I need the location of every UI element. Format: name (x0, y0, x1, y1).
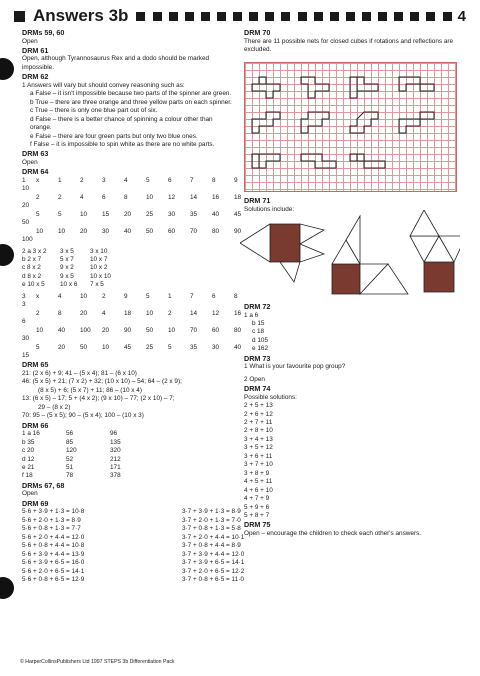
table-cell: 20 (102, 326, 110, 334)
sum-cell: 5·6 + 0·8 + 1·3 = 7·7 (22, 525, 81, 533)
table-cell: 5 (58, 210, 62, 218)
equation-line: 21: (2 x 6) + 9; 41 – (5 x 4); 81 – (6 x 10) (22, 369, 137, 377)
list-item: 4 + 6 + 10 (244, 486, 273, 494)
table-cell: 25 (146, 210, 154, 218)
table-cell: 20 (80, 227, 88, 235)
drm66-table (22, 430, 234, 481)
section-heading: DRM 62 (22, 72, 49, 82)
table-row (22, 176, 238, 194)
table-cell: 5 (36, 343, 40, 351)
table-cell: 6 (212, 292, 216, 300)
table-row (22, 472, 234, 480)
sum-row (22, 508, 241, 516)
table-cell: 6 (102, 193, 106, 201)
table-cell: 378 (110, 472, 121, 480)
table-cell: 2 (58, 193, 62, 201)
table-cell: 15 (22, 352, 30, 359)
table-cell: 40 (212, 210, 220, 218)
times-table-3 (22, 292, 242, 361)
table-cell: 30 (168, 210, 176, 218)
section-text: Open, although Tyrannosaurus Rex and a dodo should be marked impossible. (22, 55, 210, 71)
table-cell: 10 (80, 210, 88, 218)
table-cell: 4 (58, 292, 62, 300)
table-cell: c 8 x 2 (22, 264, 41, 272)
table-cell: f 18 (22, 472, 33, 480)
list-item: 3 + 7 + 10 (244, 461, 273, 469)
table-cell: 85 (66, 438, 74, 446)
table-cell: 40 (58, 326, 66, 334)
section-heading: DRM 70 (244, 28, 271, 37)
sum-row (22, 575, 244, 584)
sum-cell: 3·7 + 2·0 + 1·3 = 7·0 (182, 516, 241, 524)
table-cell: 2 (80, 176, 84, 184)
table-cell: 50 (146, 227, 154, 235)
table-cell: 45 (234, 210, 242, 218)
table-row (22, 309, 242, 327)
table-cell: 4 (80, 193, 84, 201)
table-cell: 9 x 5 (60, 272, 74, 280)
sum-row (22, 525, 241, 533)
table-cell: 50 (80, 343, 88, 351)
table-cell: 8 (58, 309, 62, 317)
sum-row (22, 559, 245, 567)
page-header (14, 6, 466, 26)
table-cell: e 10 x 5 (22, 281, 45, 289)
table-cell: 5 (146, 176, 150, 184)
sum-cell: 5·6 + 3·9 + 6·5 = 16·0 (22, 559, 85, 567)
table-row (22, 193, 242, 211)
table-cell: 15 (102, 210, 110, 218)
list-item: e False – there are four green parts but only two blue ones. (30, 132, 198, 140)
table-cell: 10 (22, 185, 30, 193)
list-item: c True – there is only one blue part out of six. (30, 107, 158, 115)
list-item: 2 + 8 + 10 (244, 427, 273, 435)
table-cell: 80 (234, 326, 242, 334)
table-cell: 171 (110, 463, 121, 471)
list-item: b True – there are three orange and three yellow parts on each spinner. (30, 98, 232, 106)
sum-cell: 5·6 + 2·0 + 1·3 = 8·9 (22, 516, 81, 524)
table-cell: 9 x 2 (60, 264, 74, 272)
table-cell (22, 310, 36, 318)
times-table-1 (22, 176, 242, 245)
section-text: Open (22, 37, 38, 45)
table-cell: 96 (110, 430, 118, 438)
footer-copyright: © HarperCollinsPublishers Ltd 1997 STEPS 3b Differentiation Pack (20, 659, 175, 665)
list-item: 3 + 4 + 13 (244, 435, 273, 443)
table-cell: 30 (102, 227, 110, 235)
table-cell (22, 194, 36, 202)
table-row (22, 439, 234, 447)
table-cell (22, 327, 36, 335)
right-column (244, 28, 458, 54)
table-cell: 10 (102, 343, 110, 351)
table-cell: 5 (146, 292, 150, 300)
section-heading: DRM 72 (244, 302, 271, 311)
table-row (22, 227, 242, 245)
punch-hole (0, 577, 14, 599)
tetrahedron-nets (240, 210, 460, 300)
section-heading: DRM 69 (22, 498, 49, 508)
table-cell: 2 (36, 193, 40, 201)
sum-cell: 3·7 + 0·8 + 1·3 = 5·8 (182, 525, 241, 533)
table-cell: 2 (102, 292, 106, 300)
sum-cell: 3·7 + 3·9 + 6·5 = 14·1 (182, 559, 245, 567)
list-item: c 18 (252, 328, 265, 336)
equation-line: 70: 95 – (5 x 5); 90 – (5 x 4); 100 – (10 x 3) (22, 412, 144, 420)
section-text: 1 Answers will vary but should convey reasoning such as: (22, 81, 185, 89)
list-item: f False – it is impossible to spin white as there are no white parts. (30, 141, 215, 149)
table-cell: 8 (212, 176, 216, 184)
section-text: There are 11 possible nets for closed cubes if rotations and reflections are excluded. (244, 37, 454, 53)
table-cell: 10 (36, 227, 44, 235)
table-cell: 2 a 3 x 2 (22, 247, 47, 255)
page-title: Answers 3b (33, 6, 129, 25)
header-decoration-bar (136, 12, 451, 21)
table-cell: 52 (66, 455, 74, 463)
section-heading: DRM 74 (244, 384, 271, 394)
table-cell: 100 (80, 326, 91, 334)
table-cell: 30 (22, 335, 30, 343)
table-cell: 10 (146, 309, 154, 317)
table-row (22, 256, 234, 264)
punch-hole (0, 58, 14, 80)
table-row (22, 210, 242, 228)
times-table-2 (22, 248, 234, 290)
sum-cell: 5·6 + 0·8 + 6·5 = 12·9 (22, 575, 85, 583)
table-cell: 5 x 7 (60, 256, 74, 264)
table-cell: b 35 (22, 438, 35, 446)
table-cell: 10 x 10 (90, 272, 111, 280)
sum-row (22, 542, 241, 550)
table-cell: 3 (102, 176, 106, 184)
table-cell: 1 (58, 176, 62, 184)
table-cell: 4 (124, 176, 128, 184)
sum-row (22, 533, 245, 542)
sum-cell: 3·7 + 2·0 + 6·5 = 12·2 (182, 567, 245, 575)
table-cell: 18 (234, 193, 242, 201)
table-cell: x (36, 292, 40, 300)
list-item: d 105 (252, 336, 268, 344)
section-text: Open (22, 490, 38, 498)
table-cell: 14 (190, 193, 198, 201)
table-cell: 40 (124, 227, 132, 235)
table-cell: 3 (22, 301, 26, 309)
list-item: 2 Open (244, 375, 265, 383)
sum-cell: 3·7 + 2·0 + 4·4 = 10·1 (182, 533, 245, 541)
list-item: 1 a 6 (244, 311, 259, 319)
list-item: a False – it isn't impossible because two parts of the spinner are green. (30, 90, 232, 98)
table-cell: 40 (234, 343, 242, 351)
sum-cell: 3·7 + 3·9 + 4·4 = 12·0 (182, 550, 245, 558)
table-cell: 5 (36, 210, 40, 218)
section-heading: DRMs 67, 68 (22, 480, 65, 490)
table-cell (22, 228, 36, 236)
sum-cell: 3·7 + 0·8 + 4·4 = 8·9 (182, 542, 241, 550)
table-cell: 80 (212, 227, 220, 235)
table-cell: 10 x 2 (90, 264, 108, 272)
table-cell: 320 (110, 447, 121, 455)
equation-line: 13: (6 x 5) – 17; 5 + (4 x 2); (9 x 10) – 77; (2 x 10) – 7; (22, 395, 175, 403)
sum-cell: 3·7 + 3·9 + 1·3 = 8·9 (182, 508, 241, 516)
sum-row (22, 567, 245, 576)
section-heading: DRMs 59, 60 (22, 28, 65, 37)
table-cell: 90 (124, 326, 132, 334)
table-row (22, 248, 234, 256)
table-row (22, 264, 234, 272)
table-cell: 12 (168, 193, 176, 201)
table-cell: 70 (190, 326, 198, 334)
table-cell: 45 (124, 343, 132, 351)
table-row (22, 456, 234, 464)
equation-line: (8 x 5) + 6; (5 x 7) + 11; 86 – (10 x 4) (38, 386, 142, 394)
table-cell: 100 (22, 236, 33, 244)
table-cell: 20 (124, 210, 132, 218)
table-cell (22, 211, 36, 219)
sum-row (22, 550, 245, 559)
table-cell: 135 (110, 438, 121, 446)
table-cell: 3 x 10 (90, 247, 108, 255)
left-column (22, 28, 245, 584)
section-text: Possible solutions: (244, 393, 297, 401)
table-row (22, 430, 234, 438)
table-cell: 16 (234, 309, 242, 317)
drm74-list (244, 402, 458, 520)
sum-row (22, 516, 241, 525)
list-item: 2 + 6 + 12 (244, 410, 273, 418)
table-cell: 20 (58, 343, 66, 351)
section-heading: DRM 73 (244, 353, 271, 363)
list-item: 4 + 7 + 9 (244, 495, 270, 503)
table-cell: d 8 x 2 (22, 272, 42, 280)
table-cell: 120 (66, 447, 77, 455)
table-cell: 10 (146, 193, 154, 201)
table-cell: 51 (66, 463, 74, 471)
section-text: Open (22, 158, 38, 166)
table-cell: b 2 x 7 (22, 256, 42, 264)
list-item: 4 + 5 + 11 (244, 478, 273, 486)
table-cell: 6 (168, 176, 172, 184)
list-item: 2 + 7 + 11 (244, 419, 273, 427)
punch-hole (0, 244, 14, 266)
sum-cell: 5·6 + 2·0 + 4·4 = 12·0 (22, 533, 85, 541)
table-cell: 30 (212, 343, 220, 351)
sum-cell: 3·7 + 0·8 + 6·5 = 11·0 (182, 575, 244, 583)
section-text: Solutions include: (244, 205, 295, 213)
table-cell: 10 (80, 292, 88, 300)
table-cell: 12 (212, 309, 220, 317)
table-cell: 18 (124, 309, 132, 317)
table-row (22, 343, 242, 361)
list-item: 1 What is your favourite pop group? (244, 363, 346, 371)
table-cell: 9 (234, 176, 238, 184)
table-cell: 3 x 5 (60, 247, 74, 255)
table-cell: 212 (110, 455, 121, 463)
section-heading: DRM 75 (244, 520, 271, 530)
table-cell: 10 x 7 (90, 256, 108, 264)
table-cell: 3 (22, 292, 26, 300)
section-heading: DRM 63 (22, 149, 49, 159)
table-cell: 10 (36, 326, 44, 334)
table-cell: 10 x 6 (60, 281, 78, 289)
page-number: 4 (457, 7, 466, 25)
table-cell: 50 (146, 326, 154, 334)
table-row (22, 273, 234, 281)
section-heading: DRM 65 (22, 360, 49, 370)
table-cell: 35 (190, 210, 198, 218)
list-item: 3 + 6 + 11 (244, 452, 273, 460)
list-item: 3 + 5 + 12 (244, 444, 273, 452)
table-cell: 10 (58, 227, 66, 235)
table-cell: 7 (190, 292, 194, 300)
table-row (22, 326, 242, 344)
table-row (22, 281, 234, 289)
list-item: 5 + 9 + 6 (244, 503, 270, 511)
table-cell: 16 (212, 193, 220, 201)
table-cell: 50 (22, 219, 30, 227)
table-cell: 5 (168, 343, 172, 351)
table-cell (22, 344, 36, 352)
table-cell: 35 (190, 343, 198, 351)
section-heading: DRM 66 (22, 420, 49, 430)
table-cell: 14 (190, 309, 198, 317)
cube-nets-drawing (245, 63, 456, 191)
sum-cell: 5·6 + 2·0 + 6·5 = 14·1 (22, 567, 85, 575)
table-cell: 1 a 16 (22, 430, 40, 438)
list-item: 3 + 8 + 9 (244, 469, 270, 477)
table-cell: 60 (212, 326, 220, 334)
table-cell: 8 (124, 193, 128, 201)
table-cell: 2 (36, 309, 40, 317)
table-cell: 10 (168, 326, 176, 334)
list-item: b 15 (252, 319, 265, 327)
right-column-3 (244, 302, 458, 538)
table-cell: e 21 (22, 463, 35, 471)
list-item: 2 + 5 + 13 (244, 402, 273, 410)
sum-cell: 5·6 + 3·9 + 1·3 = 10·8 (22, 508, 85, 516)
section-text: Open – encourage the children to check each other's answers. (244, 529, 422, 537)
table-cell: 20 (22, 202, 30, 210)
list-item: 5 + 8 + 7 (244, 512, 270, 520)
table-cell: 20 (80, 309, 88, 317)
table-row (22, 292, 238, 310)
list-item: d False – there is a better chance of spinning a colour other than orange. (30, 115, 213, 132)
equation-line: 46: (5 x 5) + 21; (7 x 2) + 32; (10 x 10) – 54; 64 – (2 x 9); (22, 378, 182, 386)
table-cell: 8 (234, 292, 238, 300)
table-cell: 2 (168, 309, 172, 317)
table-row (22, 464, 234, 472)
sum-cell: 5·6 + 3·9 + 4·4 = 13·9 (22, 550, 85, 558)
table-cell: x (36, 176, 40, 184)
table-cell: 1 (168, 292, 172, 300)
table-cell: 70 (190, 227, 198, 235)
table-cell: 7 (190, 176, 194, 184)
table-cell: 6 (22, 318, 26, 326)
equation-line: 29 – (8 x 2) (38, 403, 71, 411)
drm69-sums (22, 508, 245, 584)
table-cell: d 12 (22, 455, 35, 463)
table-cell: 9 (124, 292, 128, 300)
table-cell: 25 (146, 343, 154, 351)
table-cell: 4 (102, 309, 106, 317)
sum-cell: 5·6 + 0·8 + 4·4 = 10·8 (22, 542, 85, 550)
table-cell: 60 (168, 227, 176, 235)
table-cell: 90 (234, 227, 242, 235)
section-heading: DRM 64 (22, 167, 49, 177)
table-cell: 1 (22, 176, 26, 184)
table-cell: 7 x 5 (90, 281, 104, 289)
list-item: e 162 (252, 345, 268, 353)
header-square-icon (14, 11, 25, 22)
cube-nets-grid (244, 62, 457, 192)
section-heading: DRM 71 (244, 196, 271, 205)
table-cell: 78 (66, 472, 74, 480)
table-cell: 56 (66, 430, 74, 438)
table-cell: c 20 (22, 447, 35, 455)
table-row (22, 447, 234, 455)
section-heading: DRM 61 (22, 45, 49, 55)
